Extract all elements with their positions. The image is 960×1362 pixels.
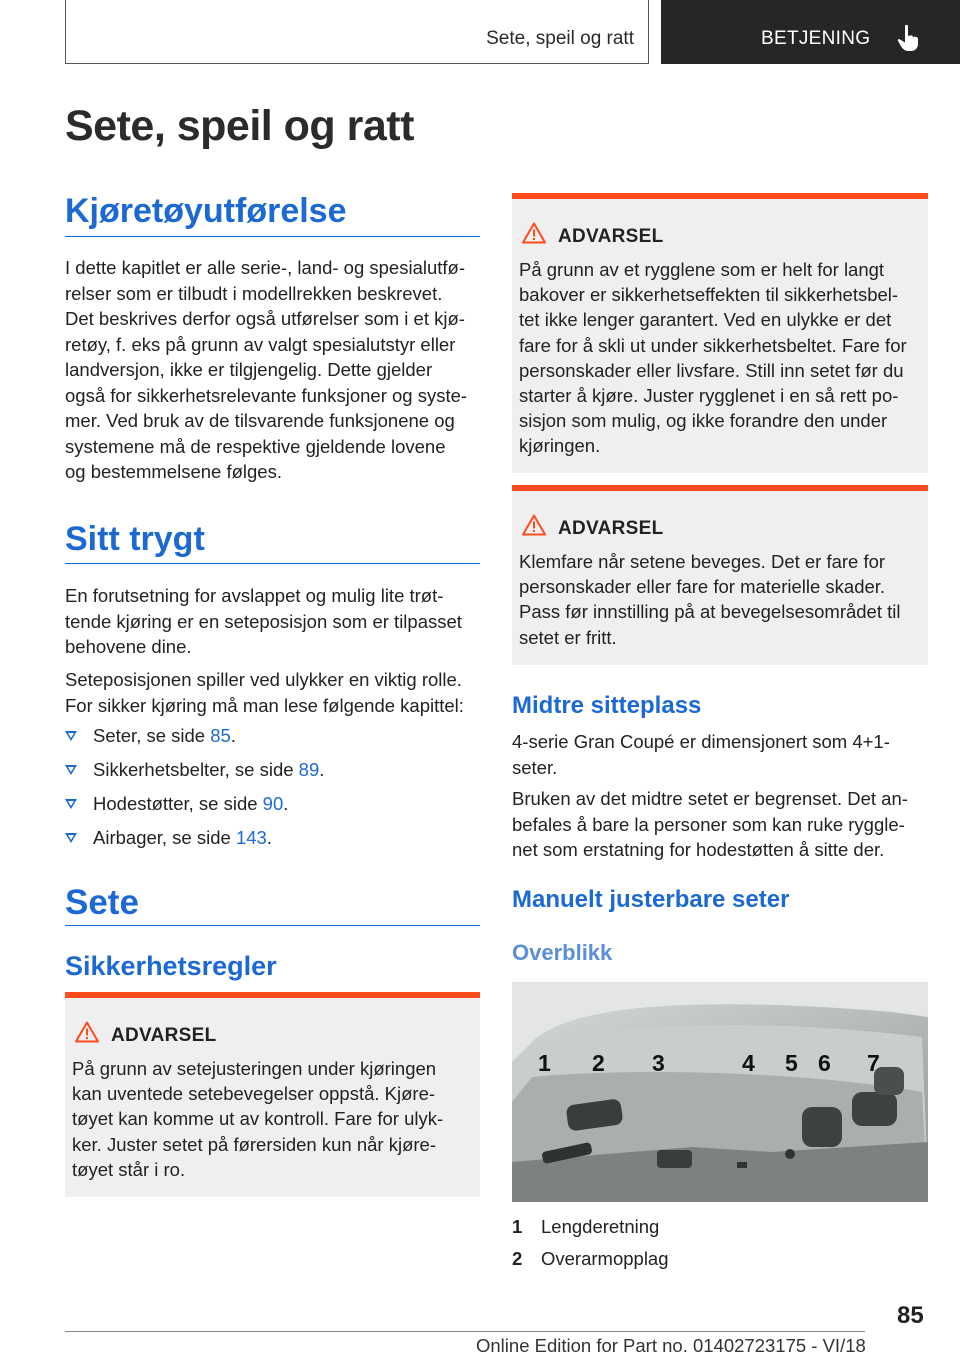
text-line: Det beskrives derfor også utførelser som i et kjø- [65, 308, 465, 329]
seat-controls-illustration [512, 982, 928, 1202]
warning-text [519, 549, 919, 650]
figure-label-6: 6 [818, 1050, 831, 1076]
list-item-end: . [230, 725, 236, 746]
text-line: kjøringen. [519, 435, 601, 457]
list-item-text: Seter, se side [93, 725, 211, 746]
warning-triangle-icon [522, 222, 546, 244]
figure-label-2: 2 [592, 1050, 605, 1076]
list-item-end: . [266, 827, 272, 848]
text-line: Pass før innstilling på at bevegelsesområdet til [519, 601, 901, 623]
pointing-hand-icon [897, 24, 919, 52]
text-line: I dette kapitlet er alle serie-, land- og spesialutfø- [65, 257, 465, 278]
legend-number: 1 [512, 1216, 523, 1237]
page-number: 85 [897, 1302, 924, 1329]
page-reference-link[interactable]: 90 [262, 793, 284, 814]
list-item-end: . [319, 759, 325, 780]
heading-midtre-sitteplass: Midtre sitteplass [512, 692, 702, 719]
page-reference-link[interactable]: 89 [298, 759, 320, 780]
heading-sikkerhetsregler: Sikkerhetsregler [65, 951, 277, 981]
warning-text [519, 257, 919, 459]
page-reference-link[interactable]: 85 [210, 725, 231, 746]
list-item-text: Hodestøtter, se side [93, 793, 263, 814]
legend-text: Lengderetning [541, 1216, 660, 1237]
sitt-paragraph-1 [65, 583, 485, 660]
text-line: På grunn av et rygglene som er helt for langt [519, 259, 885, 280]
list-item [65, 757, 485, 791]
text-line: seter. [512, 756, 558, 778]
warning-title: ADVARSEL [558, 518, 664, 539]
warning-box-1 [65, 992, 480, 1197]
midtre-paragraph-2 [512, 786, 932, 863]
text-line: tøyet står i ro. [72, 1158, 186, 1180]
text-line: bakover er sikkerhetseffekten til sikkerhetsbel- [519, 284, 899, 306]
triangle-bullet-icon [65, 765, 77, 775]
header-section-box [65, 0, 649, 64]
legend-item [512, 1248, 669, 1270]
text-line: tet ikke lenger garantert. Ved en ulykke er det [519, 309, 892, 331]
figure-label-3: 3 [652, 1050, 665, 1076]
heading-kjoretoyutforelse: Kjøretøyutførelse [65, 192, 347, 230]
text-line: systemene må de respektive gjeldende lovene [65, 435, 446, 457]
list-item [65, 791, 485, 825]
triangle-bullet-icon [65, 799, 77, 809]
figure-label-1: 1 [538, 1050, 551, 1076]
list-item [65, 723, 485, 757]
text-line: og bestemmelsene følges. [65, 461, 282, 482]
header-section-title: Sete, speil og ratt [486, 28, 634, 49]
text-line: setet er fritt. [519, 626, 617, 648]
text-line: retøy, f. eks på grunn av valgt spesialutstyr eller [65, 333, 456, 355]
list-item-end: . [283, 793, 289, 814]
text-line: net som erstatning for hodestøtten å sitte der. [512, 839, 885, 860]
text-line: ker. Juster setet på førersiden kun når kjøre- [72, 1133, 436, 1155]
page-title: Sete, speil og ratt [65, 102, 414, 150]
sitt-paragraph-2 [65, 667, 485, 718]
text-line: tøyet kan komme ut av kontroll. Fare for ulyk- [72, 1108, 444, 1130]
text-line: behovene dine. [65, 636, 192, 657]
chapter-reference-list [65, 723, 485, 859]
warning-triangle-icon [75, 1021, 99, 1043]
header-chapter-box [661, 0, 960, 64]
triangle-bullet-icon [65, 731, 77, 741]
footer-edition: Online Edition for Part no. 01402723175 - VI/18 [476, 1335, 866, 1356]
heading-rule [65, 236, 480, 237]
text-line: For sikker kjøring må man lese følgende kapittel: [65, 694, 464, 716]
text-line: relser som er tilbudt i modellrekken beskrevet. [65, 282, 443, 304]
heading-overblikk: Overblikk [512, 940, 613, 965]
text-line: tende kjøring er en seteposisjon som er tilpasset [65, 610, 462, 632]
heading-sitt-trygt: Sitt trygt [65, 520, 205, 558]
warning-box-2 [512, 193, 928, 473]
text-line: landversjon, ikke er tilgjengelig. Dette gjelder [65, 359, 433, 380]
figure-label-7: 7 [867, 1050, 880, 1076]
text-line: også for sikkerhetsrelevante funksjoner og syste- [65, 384, 468, 406]
figure-label-4: 4 [742, 1050, 755, 1076]
text-line: Seteposisjonen spiller ved ulykker en viktig rolle. [65, 669, 462, 690]
figure-label-5: 5 [785, 1050, 798, 1076]
list-item-text: Sikkerhetsbelter, se side [93, 759, 299, 780]
warning-title: ADVARSEL [558, 226, 664, 247]
text-line: Klemfare når setene beveges. Det er fare for [519, 551, 886, 572]
text-line: kan uventede setebevegelser oppstå. Kjøre- [72, 1083, 436, 1105]
text-line: 4-serie Gran Coupé er dimensjonert som 4+1- [512, 731, 890, 752]
warning-text [72, 1056, 472, 1182]
text-line: Bruken av det midtre setet er begrenset. Det an- [512, 788, 908, 809]
legend-text: Overarmopplag [541, 1248, 669, 1269]
midtre-paragraph-1 [512, 729, 932, 780]
kjoretoy-paragraph [65, 255, 485, 485]
triangle-bullet-icon [65, 833, 77, 843]
header-chapter-title: BETJENING [761, 28, 871, 49]
text-line: mer. Ved bruk av de tilsvarende funksjonene og [65, 410, 455, 431]
text-line: sisjon som mulig, og ikke forandre den under [519, 410, 888, 432]
legend-item [512, 1216, 659, 1238]
text-line: starter å kjøre. Juster rygglenet i en så rett po- [519, 385, 899, 407]
heading-rule [65, 563, 480, 564]
text-line: På grunn av setejusteringen under kjøringen [72, 1058, 437, 1079]
heading-manuelt-justerbare-seter: Manuelt justerbare seter [512, 886, 790, 913]
heading-rule [65, 925, 480, 926]
legend-number: 2 [512, 1248, 523, 1269]
text-line: befales å bare la personer som kan ruke ryggle- [512, 813, 905, 835]
text-line: fare for å skli ut under sikkerhetsbeltet. Fare for [519, 334, 907, 356]
text-line: personskader eller livsfare. Still inn setet før du [519, 359, 904, 381]
list-item [65, 825, 485, 859]
warning-triangle-icon [522, 514, 546, 536]
warning-title: ADVARSEL [111, 1025, 217, 1046]
text-line: En forutsetning for avslappet og mulig lite trøt- [65, 585, 444, 606]
seat-drawing [512, 982, 928, 1202]
footer-rule [65, 1331, 865, 1332]
list-item-text: Airbager, se side [93, 827, 236, 848]
text-line: personskader eller fare for materielle skader. [519, 576, 886, 598]
warning-box-3 [512, 485, 928, 665]
heading-sete: Sete [65, 883, 139, 922]
page-reference-link[interactable]: 143 [235, 827, 267, 848]
